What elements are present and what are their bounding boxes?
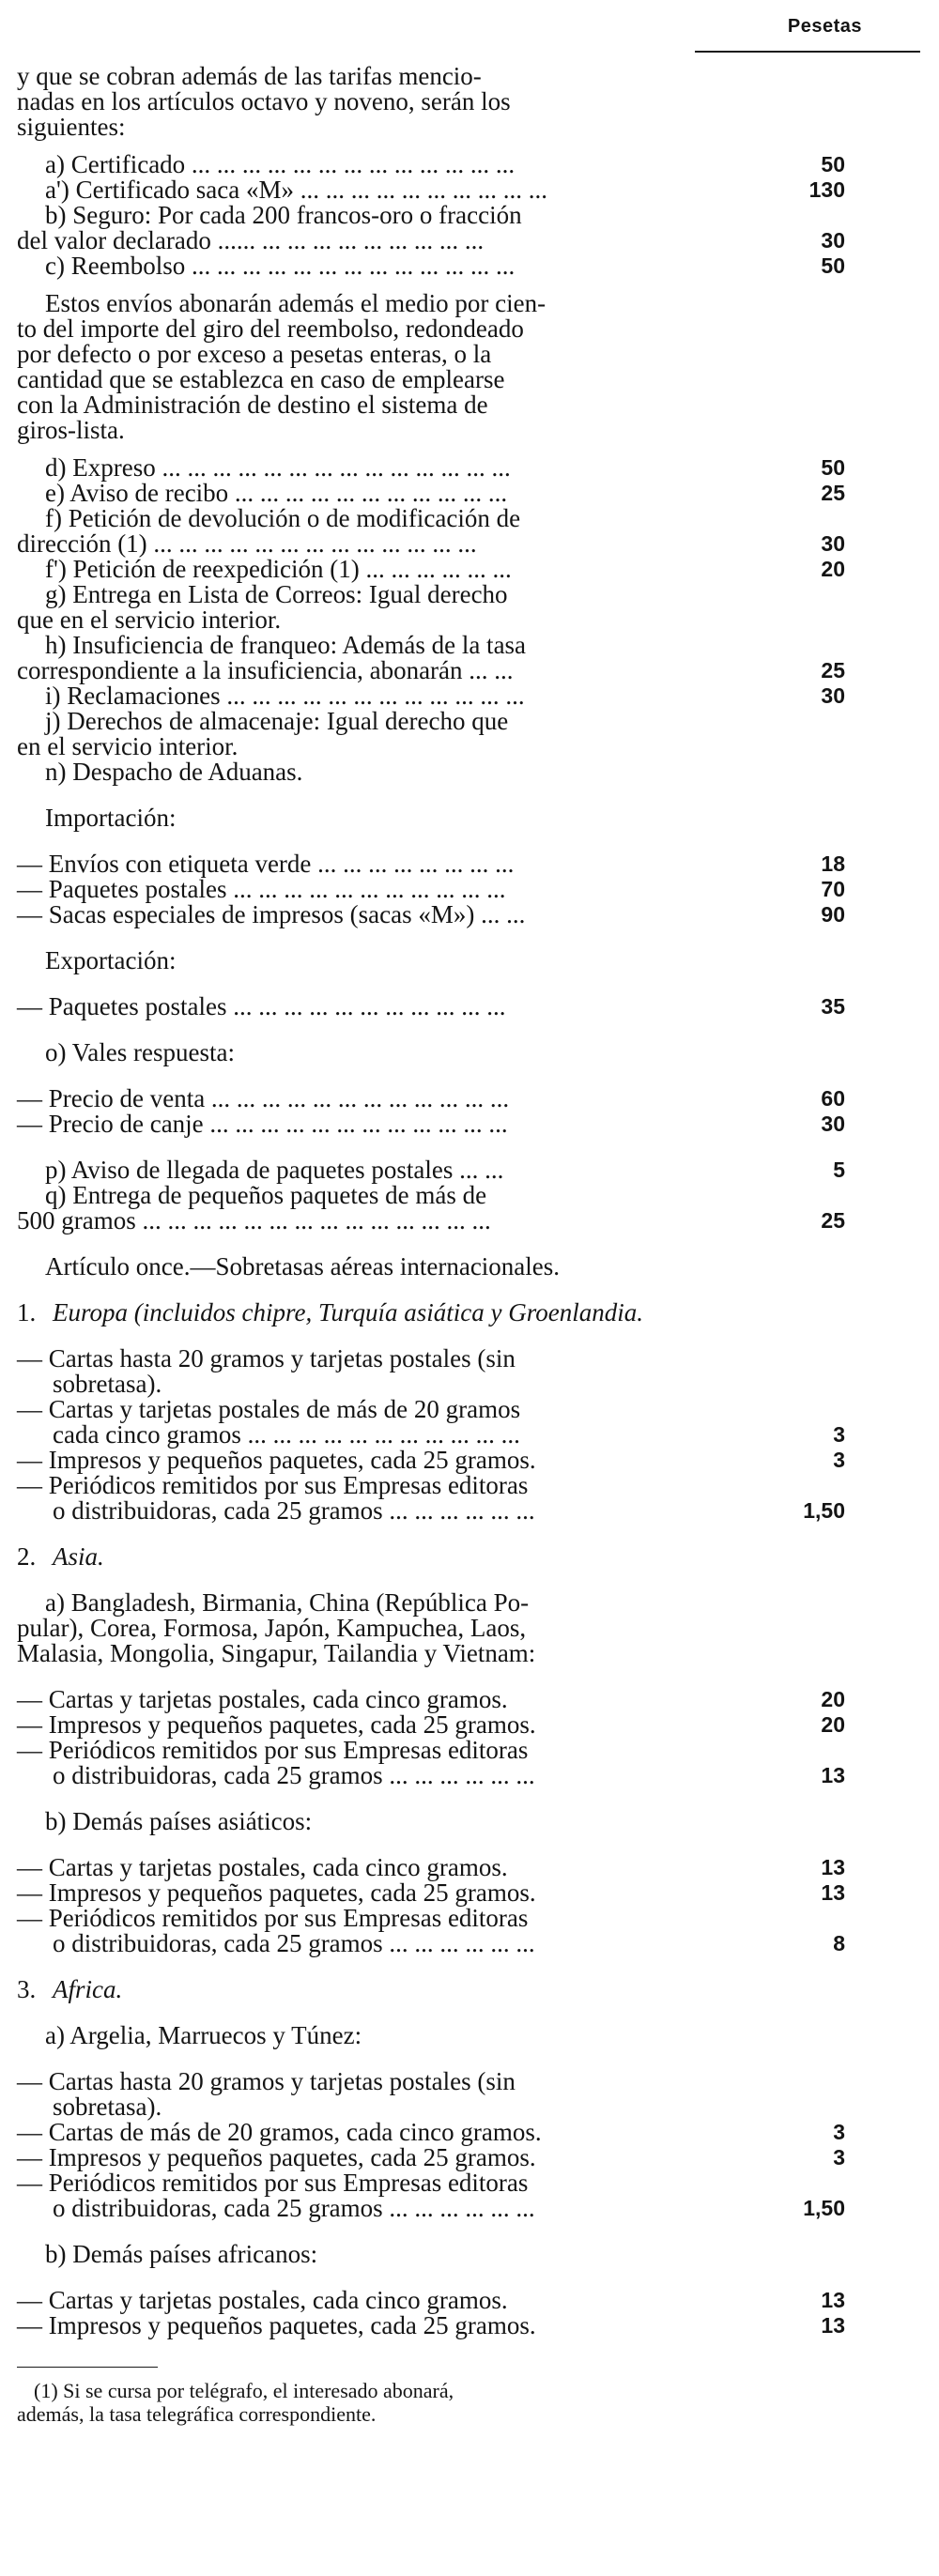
rate-text: — Cartas y tarjetas postales, cada cinco gramos. <box>17 2286 508 2314</box>
rate-text: — Periódicos remitidos por sus Empresas editoras o distribuidoras, cada 25 gramos ... ... ... ... ... ... <box>17 1736 535 1789</box>
fee-value: 130 <box>808 177 845 202</box>
fee-row <box>17 851 928 877</box>
fee-text: d) Expreso ... ... ... ... ... ... ... ... ... ... ... ... ... ... <box>45 453 511 482</box>
fee-text: a') Certificado saca «M» ... ... ... ... ... ... ... ... ... ... <box>45 176 548 204</box>
fee-text: e) Aviso de recibo ... ... ... ... ... ... ... ... ... ... ... <box>45 479 508 507</box>
fee-row <box>17 203 928 228</box>
fee-text: i) Reclamaciones ... ... ... ... ... ... ... ... ... ... ... ... <box>45 682 525 710</box>
fee-row <box>17 228 928 253</box>
column-header <box>695 9 920 56</box>
rate-row <box>17 1473 928 1524</box>
region-title: Europa (incluidos chipre, Turquía asiática y Groenlandia. <box>53 1298 643 1326</box>
subregion-line: a) Bangladesh, Birmania, China (República Po- <box>45 1588 530 1617</box>
region-number: 1. <box>17 1298 37 1326</box>
rate-text: — Cartas y tarjetas postales, cada cinco gramos. <box>17 1685 508 1713</box>
article-heading: Artículo once.—Sobretasas aéreas internacionales. <box>45 1252 561 1280</box>
fee-value: 50 <box>821 152 845 176</box>
fee-text: q) Entrega de pequeños paquetes de más de <box>45 1181 487 1209</box>
intro-line: y que se cobran además de las tarifas mencio- <box>17 62 482 90</box>
fee-text: — Paquetes postales ... ... ... ... ... ... ... ... ... ... ... <box>17 992 506 1020</box>
rate-row <box>17 1397 928 1448</box>
reembolso-paragraph <box>17 291 928 443</box>
section-heading: o) Vales respuesta: <box>45 1038 235 1066</box>
rate-text: — Periódicos remitidos por sus Empresas editoras o distribuidoras, cada 25 gramos ... ... ... ... ... ... <box>17 2169 535 2222</box>
rate-row <box>17 1448 928 1473</box>
fee-text: en el servicio interior. <box>17 732 239 760</box>
rate-value: 13 <box>821 1855 845 1879</box>
rate-row <box>17 1712 928 1738</box>
fee-value: 20 <box>821 557 845 581</box>
fee-row <box>17 506 928 531</box>
rate-value: 1,50 <box>803 2196 845 2220</box>
fee-text: — Paquetes postales ... ... ... ... ... ... ... ... ... ... ... <box>17 875 506 903</box>
fee-row <box>17 877 928 902</box>
fee-value: 25 <box>821 481 845 505</box>
fee-row <box>17 1112 928 1137</box>
rate-value: 8 <box>833 1931 845 1955</box>
rate-row <box>17 2170 928 2221</box>
rate-text: — Cartas hasta 20 gramos y tarjetas postales (sin sobretasa). <box>17 2067 516 2121</box>
fee-row <box>17 683 928 709</box>
fee-value: 25 <box>821 658 845 682</box>
fee-text: — Sacas especiales de impresos (sacas «M») ... ... <box>17 900 526 928</box>
subregion-heading: b) Demás países asiáticos: <box>45 1807 313 1835</box>
fee-text: que en el servicio interior. <box>17 606 282 634</box>
fee-value: 70 <box>821 877 845 901</box>
asia-section <box>17 1544 928 1956</box>
rate-value: 3 <box>833 1448 845 1472</box>
fee-text: 500 gramos ... ... ... ... ... ... ... ... ... ... ... ... ... ... <box>17 1206 491 1234</box>
rate-value: 13 <box>821 2288 845 2312</box>
header-rule <box>695 51 920 53</box>
rate-row <box>17 1687 928 1712</box>
fee-row <box>17 455 928 481</box>
fee-value: 25 <box>821 1208 845 1233</box>
fee-value: 30 <box>821 683 845 708</box>
region-title: Africa. <box>53 1975 123 2003</box>
fee-value: 30 <box>821 228 845 253</box>
region-number: 2. <box>17 1542 37 1571</box>
subregion-line: Malasia, Mongolia, Singapur, Tailandia y Vietnam: <box>17 1639 536 1667</box>
africa-section <box>17 1977 928 2338</box>
fee-value: 30 <box>821 531 845 556</box>
rate-value: 13 <box>821 1763 845 1787</box>
fee-list-1 <box>17 152 928 279</box>
fee-text: n) Despacho de Aduanas. <box>45 758 303 786</box>
europa-section <box>17 1300 928 1524</box>
fee-value: 30 <box>821 1112 845 1136</box>
rate-value: 13 <box>821 2313 845 2338</box>
intro-line: nadas en los artículos octavo y noveno, serán los <box>17 87 511 115</box>
fee-text: j) Derechos de almacenaje: Igual derecho que <box>45 707 509 735</box>
subregion-heading: a) Argelia, Marruecos y Túnez: <box>45 2021 362 2049</box>
fee-value: 60 <box>821 1086 845 1111</box>
fee-row <box>17 582 928 607</box>
section-heading: Exportación: <box>45 946 177 974</box>
fee-row <box>17 1183 928 1208</box>
fee-text: — Precio de canje ... ... ... ... ... ... ... ... ... ... ... ... <box>17 1110 508 1138</box>
fee-row <box>17 253 928 279</box>
fee-text: dirección (1) ... ... ... ... ... ... ... ... ... ... ... ... ... <box>17 529 477 558</box>
rate-value: 20 <box>821 1687 845 1711</box>
fee-text: g) Entrega en Lista de Correos: Igual derecho <box>45 580 508 608</box>
rate-row <box>17 1855 928 1880</box>
fee-text: — Envíos con etiqueta verde ... ... ... ... ... ... ... ... <box>17 850 515 878</box>
fee-row <box>17 658 928 683</box>
fee-text: c) Reembolso ... ... ... ... ... ... ... ... ... ... ... ... ... <box>45 252 516 280</box>
fee-text: del valor declarado ...... ... ... ... ... ... ... ... ... ... <box>17 226 485 254</box>
rate-text: — Cartas de más de 20 gramos, cada cinco gramos. <box>17 2118 542 2146</box>
subregion-line: pular), Corea, Formosa, Japón, Kampuchea, Laos, <box>17 1614 527 1642</box>
fee-row <box>17 1208 928 1234</box>
region-title: Asia. <box>53 1542 104 1571</box>
rate-row <box>17 2313 928 2338</box>
fee-value: 5 <box>833 1158 845 1182</box>
rate-value: 3 <box>833 1422 845 1447</box>
rate-row <box>17 1346 928 1397</box>
fee-row <box>17 709 928 734</box>
paragraph-line: con la Administración de destino el sistema de <box>17 391 488 419</box>
fee-row <box>17 481 928 506</box>
rate-text: — Impresos y pequeños paquetes, cada 25 gramos. <box>17 1446 536 1474</box>
fee-text: h) Insuficiencia de franqueo: Además de la tasa <box>45 631 527 659</box>
fee-value: 35 <box>821 994 845 1019</box>
rate-row <box>17 1738 928 1788</box>
rate-value: 3 <box>833 2120 845 2144</box>
fee-text: b) Seguro: Por cada 200 francos-oro o fracción <box>45 201 522 229</box>
rate-row <box>17 2069 928 2120</box>
paragraph-line: cantidad que se establezca en caso de emplearse <box>17 365 505 393</box>
rate-row <box>17 1906 928 1956</box>
fee-row <box>17 734 928 759</box>
fee-row <box>17 994 928 1020</box>
fee-row <box>17 759 928 785</box>
footnote-line: además, la tasa telegráfica correspondiente. <box>17 2402 377 2426</box>
fee-text: a) Certificado ... ... ... ... ... ... ... ... ... ... ... ... ... <box>45 150 516 178</box>
document-body <box>17 64 928 2426</box>
footnote-rule <box>17 2367 158 2368</box>
fee-text: — Precio de venta ... ... ... ... ... ... ... ... ... ... ... ... <box>17 1084 510 1112</box>
region-heading <box>17 1300 738 1326</box>
rate-text: — Cartas y tarjetas postales, cada cinco gramos. <box>17 1853 508 1881</box>
paragraph-line: Estos envíos abonarán además el medio por cien- <box>45 289 546 317</box>
exportacion-section <box>17 948 928 1020</box>
region-heading <box>17 1977 738 2002</box>
footnote-line: (1) Si se cursa por telégrafo, el interesado abonará, <box>34 2379 454 2402</box>
rate-text: — Periódicos remitidos por sus Empresas editoras o distribuidoras, cada 25 gramos ... ... ... ... ... ... <box>17 1471 535 1525</box>
rate-text: — Impresos y pequeños paquetes, cada 25 gramos. <box>17 2143 536 2171</box>
rate-row <box>17 2288 928 2313</box>
fee-text: correspondiente a la insuficiencia, abonarán ... ... <box>17 656 514 684</box>
rate-text: — Impresos y pequeños paquetes, cada 25 gramos. <box>17 1710 536 1739</box>
fee-row <box>17 1158 928 1183</box>
fee-row <box>17 557 928 582</box>
fee-text: f) Petición de devolución o de modificación de <box>45 504 521 532</box>
fee-list-2 <box>17 455 928 785</box>
intro-paragraph <box>17 64 928 140</box>
rate-text: — Impresos y pequeños paquetes, cada 25 gramos. <box>17 1878 536 1907</box>
pesetas-header-label: Pesetas <box>787 16 862 37</box>
intro-line: siguientes: <box>17 113 126 141</box>
rate-row <box>17 2120 928 2145</box>
rate-text: — Periódicos remitidos por sus Empresas editoras o distribuidoras, cada 25 gramos ... ... ... ... ... ... <box>17 1904 535 1957</box>
fee-row <box>17 152 928 177</box>
fee-value: 50 <box>821 253 845 278</box>
fee-value: 90 <box>821 902 845 927</box>
rate-text: — Impresos y pequeños paquetes, cada 25 gramos. <box>17 2311 536 2339</box>
footnote <box>17 2379 928 2426</box>
rate-value: 1,50 <box>803 1498 845 1523</box>
subregion-heading: b) Demás países africanos: <box>45 2240 318 2268</box>
fee-value: 50 <box>821 455 845 480</box>
fee-row <box>17 633 928 658</box>
rate-text: — Cartas y tarjetas postales de más de 20 gramos cada cinco gramos ... ... ... ... ... ... ... ... ... ... ... <box>17 1395 521 1449</box>
fee-row <box>17 1086 928 1112</box>
paragraph-line: por defecto o por exceso a pesetas enteras, o la <box>17 340 492 368</box>
fee-row <box>17 607 928 633</box>
fee-row <box>17 531 928 557</box>
fee-row <box>17 177 928 203</box>
rate-value: 13 <box>821 1880 845 1905</box>
fee-list-3 <box>17 1158 928 1234</box>
region-number: 3. <box>17 1975 37 2003</box>
rate-value: 20 <box>821 1712 845 1737</box>
rate-row <box>17 1880 928 1906</box>
paragraph-line: to del importe del giro del reembolso, redondeado <box>17 314 524 343</box>
rate-row <box>17 2145 928 2170</box>
fee-row <box>17 902 928 928</box>
vales-section <box>17 1040 928 1137</box>
rate-text: — Cartas hasta 20 gramos y tarjetas postales (sin sobretasa). <box>17 1344 516 1398</box>
fee-text: p) Aviso de llegada de paquetes postales ... ... <box>45 1156 504 1184</box>
importacion-section <box>17 805 928 928</box>
rate-value: 3 <box>833 2145 845 2170</box>
section-heading: Importación: <box>45 804 177 832</box>
fee-text: f') Petición de reexpedición (1) ... ... ... ... ... ... <box>45 555 512 583</box>
region-heading <box>17 1544 738 1570</box>
fee-value: 18 <box>821 851 845 876</box>
paragraph-line: giros-lista. <box>17 416 125 444</box>
